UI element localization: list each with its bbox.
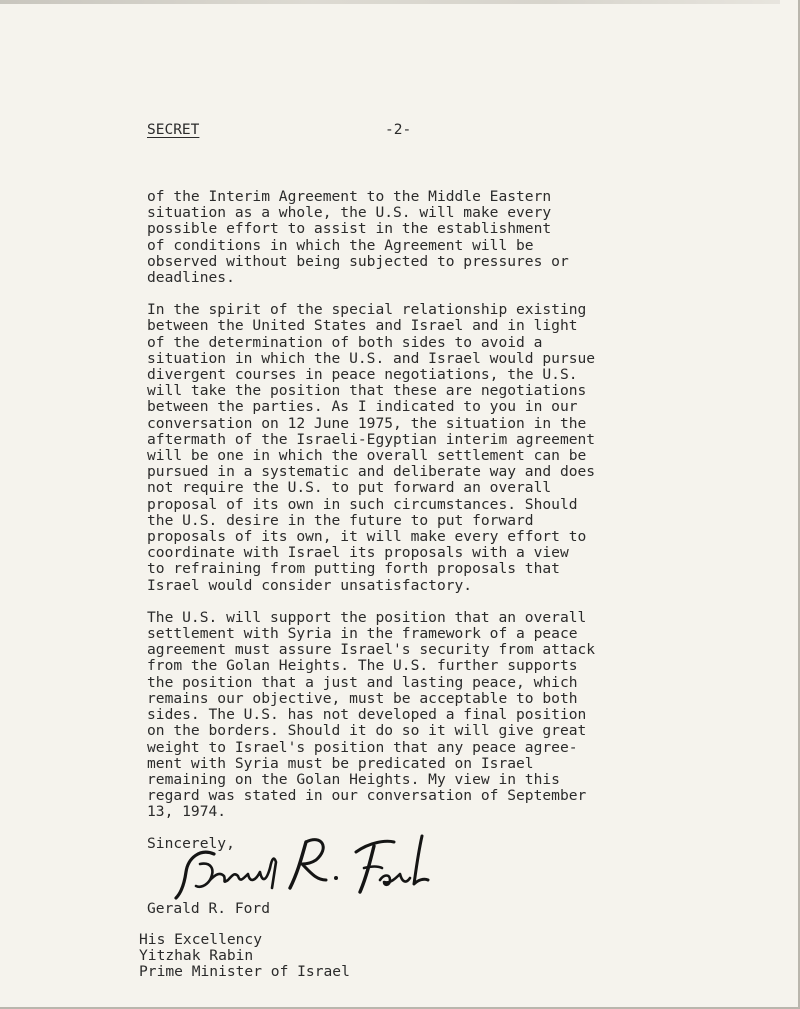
closing-salutation: Sincerely, (147, 835, 235, 852)
addressee-name: Yitzhak Rabin (139, 947, 254, 964)
scan-top-artifact (0, 0, 780, 4)
classification-label: SECRET (147, 122, 200, 138)
handwritten-signature (170, 828, 440, 904)
paragraph-interim-agreement: of the Interim Agreement to the Middle Eastern situation as a whole, the U.S. will make every possible effort to assist in the establishment of conditions in which the Agreement will be observed without being subjected to pressures or deadlines. (147, 188, 569, 287)
paragraph-special-relationship: In the spirit of the special relationship existing between the United States and Israel and in light of the determination of both sides to avoid a situation in which the U.S. and Israel would pursue divergent courses in peace negotiations, the U.S. will take the position that these are negotiations between the parties. As I indicated to you in our conversation on 12 June 1975, the situation in the aftermath of the Israeli-Egyptian interim agreement will be one in which the overall settlement can be pursued in a systematic and deliberate way and does not require the U.S. to put forward an overall proposal of its own in such circumstances. Should the U.S. desire in the future to put forward proposals of its own, it will make every effort to coordinate with Israel its proposals with a view to refraining from putting forth proposals that Israel would consider unsatisfactory. (147, 301, 596, 594)
letter-body (147, 189, 667, 837)
paragraph-syria-golan: The U.S. will support the position that an overall settlement with Syria in the framework of a peace agreement must assure Israel's security from attack from the Golan Heights. The U.S. further supports the position that a just and lasting peace, which remains our objective, must be acceptable to both sides. The U.S. has not developed a final position on the borders. Should it do so it will give great weight to Israel's position that any peace agree- ment with Syria must be predicated on Israel remaining on the Golan Heights. My view in this regard was stated in our conversation of September 13, 1974. (147, 608, 596, 821)
page-number: -2- (385, 122, 412, 138)
addressee-position: Prime Minister of Israel (139, 963, 350, 980)
addressee-block (139, 932, 350, 980)
signer-name: Gerald R. Ford (147, 900, 271, 917)
addressee-title: His Excellency (139, 931, 263, 948)
